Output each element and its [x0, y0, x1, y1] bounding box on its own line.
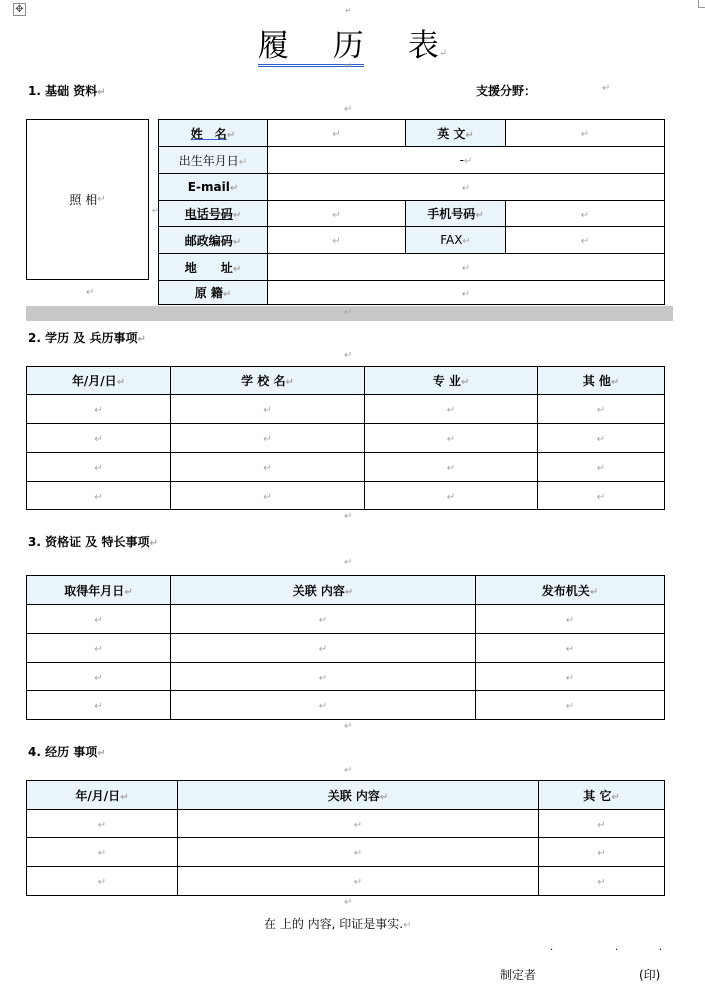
english-name-label: 英 文↵ — [406, 120, 506, 147]
paragraph-mark: ↵ — [344, 511, 353, 522]
experience-table — [26, 780, 665, 896]
table-cell[interactable]: ↵ — [27, 424, 171, 453]
table-row — [27, 605, 665, 634]
paragraph-mark: ↵ — [602, 83, 611, 94]
paragraph-mark: ↵ — [438, 48, 448, 59]
fax-label: FAX↵ — [406, 227, 506, 254]
address-field[interactable]: ↵ — [268, 254, 665, 281]
paragraph-mark: ↵ — [344, 61, 353, 72]
paragraph-mark: ↵ — [344, 897, 353, 908]
table-row — [159, 174, 665, 201]
title-char: 表 — [407, 28, 439, 64]
table-header-row — [27, 781, 665, 810]
name-label: 姓 名↵ — [159, 120, 268, 147]
table-cell[interactable]: ↵ — [171, 424, 365, 453]
mobile-field[interactable]: ↵ — [506, 201, 665, 227]
title-char: 历 — [332, 28, 364, 64]
table-row — [159, 147, 665, 174]
column-header: 取得年月日↵ — [27, 576, 171, 605]
paragraph-mark: ↵ — [344, 557, 353, 568]
table-row — [27, 453, 665, 482]
date-dot: . — [659, 942, 663, 953]
postal-code-field[interactable]: ↵ — [268, 227, 406, 254]
paragraph-mark: ↵ — [344, 104, 353, 115]
table-cell[interactable]: ↵ — [365, 453, 538, 482]
table-cell[interactable]: ↵ — [171, 482, 365, 510]
table-row — [159, 254, 665, 281]
table-cell[interactable]: ↵ — [27, 453, 171, 482]
table-move-handle-icon[interactable]: ✥ — [13, 3, 26, 16]
hometown-field[interactable]: ↵ — [268, 281, 665, 305]
signer-label: 制定者 — [500, 968, 537, 982]
table-row — [159, 120, 665, 147]
table-cell[interactable]: ↵ — [171, 453, 365, 482]
table-cell[interactable]: ↵ — [539, 810, 665, 838]
column-header: 专 业↵ — [365, 367, 538, 395]
education-table — [26, 366, 665, 510]
email-label: E-mail↵ — [159, 174, 268, 201]
section-3-heading: 3. 资格证 及 特长事项↵ — [28, 535, 158, 549]
paragraph-mark: ↵ — [344, 350, 353, 361]
birthdate-label: 出生年月日↵ — [159, 147, 268, 174]
table-row — [27, 395, 665, 424]
birthdate-field[interactable]: -↵ — [268, 147, 665, 174]
column-header: 年/月/日↵ — [27, 367, 171, 395]
support-field-label: 支援分野： — [476, 84, 537, 98]
phone-field[interactable]: ↵ — [268, 201, 406, 227]
table-cell[interactable]: ↵ — [27, 605, 171, 634]
paragraph-mark: ↵ — [344, 765, 353, 776]
table-row — [27, 838, 665, 867]
table-cell[interactable]: ↵ — [171, 605, 476, 634]
table-header-row — [27, 367, 665, 395]
column-header: 学 校 名↵ — [171, 367, 365, 395]
table-cell[interactable]: ↵ — [538, 395, 665, 424]
table-cell[interactable]: ↵ — [178, 838, 539, 867]
paragraph-mark: ↵ — [86, 287, 95, 298]
table-cell[interactable]: ↵ — [27, 482, 171, 510]
table-row — [159, 227, 665, 254]
page-corner-mark — [698, 0, 705, 8]
phone-label: 电话号码↵ — [159, 201, 268, 227]
table-row — [27, 482, 665, 510]
mobile-label: 手机号码↵ — [406, 201, 506, 227]
paragraph-mark: ↵ — [152, 206, 159, 215]
table-row — [27, 691, 665, 720]
table-row — [27, 663, 665, 691]
date-dot: . — [615, 942, 619, 953]
photo-label: 照 相 — [69, 193, 98, 207]
table-cell[interactable]: ↵ — [476, 691, 665, 720]
column-header: 发布机关↵ — [476, 576, 665, 605]
date-dot: . — [550, 942, 554, 953]
table-row — [27, 810, 665, 838]
photo-box[interactable]: 照 相 ↵ — [26, 119, 149, 280]
certificates-table — [26, 575, 665, 720]
page-title — [0, 20, 705, 65]
table-cell[interactable]: ↵ — [171, 634, 476, 663]
table-cell[interactable]: ↵ — [27, 810, 178, 838]
fax-field[interactable]: ↵ — [506, 227, 665, 254]
column-header: 年/月/日↵ — [27, 781, 178, 810]
column-header: 关联 内容↵ — [171, 576, 476, 605]
table-row — [27, 634, 665, 663]
title-char: 履 — [257, 28, 289, 64]
section-4-heading: 4. 经历 事项↵ — [28, 745, 106, 759]
table-cell[interactable]: ↵ — [538, 424, 665, 453]
column-header: 其 它↵ — [539, 781, 665, 810]
table-cell[interactable]: ↵ — [171, 691, 476, 720]
table-cell[interactable]: ↵ — [476, 663, 665, 691]
paragraph-mark: ↵ — [344, 721, 353, 732]
statement-text: 在 上的 内容, 印证是事实.↵ — [264, 917, 412, 931]
table-cell[interactable]: ↵ — [476, 634, 665, 663]
table-cell[interactable]: ↵ — [539, 867, 665, 896]
table-header-row — [27, 576, 665, 605]
table-cell[interactable]: ↵ — [476, 605, 665, 634]
table-cell[interactable]: ↵ — [27, 663, 171, 691]
table-cell[interactable]: ↵ — [27, 634, 171, 663]
table-cell[interactable]: ↵ — [27, 867, 178, 896]
table-cell[interactable]: ↵ — [27, 838, 178, 867]
hometown-label: 原 籍↵ — [159, 281, 268, 305]
section-1-heading: 1. 基础 资料↵ — [28, 84, 106, 98]
column-header: 其 他↵ — [538, 367, 665, 395]
basic-info-table — [158, 119, 665, 305]
paragraph-mark: ↵ — [344, 307, 353, 318]
table-cell[interactable]: ↵ — [365, 482, 538, 510]
section-2-heading: 2. 学历 及 兵历事项↵ — [28, 331, 146, 345]
name-field[interactable]: ↵ — [268, 120, 406, 147]
table-row — [159, 281, 665, 305]
table-cell[interactable]: ↵ — [365, 424, 538, 453]
table-cell[interactable]: ↵ — [178, 810, 539, 838]
postal-code-label: 邮政编码↵ — [159, 227, 268, 254]
column-header: 关联 内容↵ — [178, 781, 539, 810]
seal-label: (印) — [639, 968, 661, 982]
email-field[interactable]: ↵ — [268, 174, 665, 201]
table-cell[interactable]: ↵ — [538, 482, 665, 510]
table-row — [159, 201, 665, 227]
table-cell[interactable]: ↵ — [27, 395, 171, 424]
table-cell[interactable]: ↵ — [539, 838, 665, 867]
table-cell[interactable]: ↵ — [365, 395, 538, 424]
table-cell[interactable]: ↵ — [171, 395, 365, 424]
paragraph-mark: ↵ — [345, 6, 352, 15]
english-name-field[interactable]: ↵ — [506, 120, 665, 147]
table-row — [27, 424, 665, 453]
table-cell[interactable]: ↵ — [178, 867, 539, 896]
address-label: 地 址↵ — [159, 254, 268, 281]
table-cell[interactable]: ↵ — [171, 663, 476, 691]
table-cell[interactable]: ↵ — [27, 691, 171, 720]
table-cell[interactable]: ↵ — [538, 453, 665, 482]
table-row — [27, 867, 665, 896]
